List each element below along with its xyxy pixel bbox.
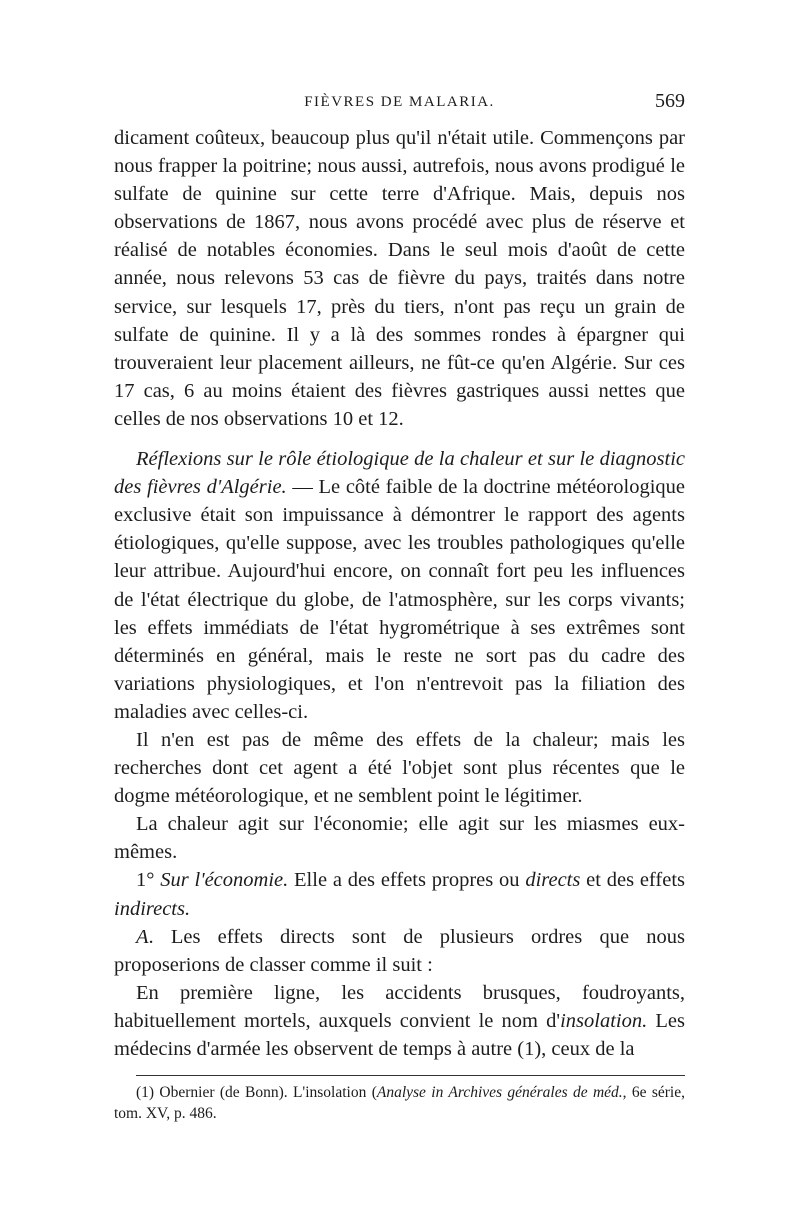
- paragraph-5-italic-3: indirects.: [114, 897, 191, 920]
- paragraph-1: [114, 124, 685, 433]
- footnote-divider: [136, 1075, 685, 1076]
- footnote-text-1: (1) Obernier (de Bonn). L'insolation (: [136, 1084, 377, 1102]
- section-heading: Réflexions sur le rôle étiologique de la chaleur et sur le diagnostic des fièvres d'Algérie.: [114, 448, 685, 499]
- body-text: [114, 124, 685, 1063]
- footnote-italic: Analyse in Archives générales de méd.: [376, 1084, 623, 1102]
- running-title: FIÈVRES DE MALARIA.: [304, 94, 495, 110]
- paragraph-6: [114, 923, 685, 979]
- paragraph-3-text: Il n'en est pas de même des effets de la chaleur; mais les recherches dont cet agent a été l'objet sont plus récentes que le dogme météorologique, et ne semblent point le légitimer.: [114, 728, 685, 808]
- paragraph-7-text-2: Les médecins d'armée les observent de temps à autre (1), ceux de la: [114, 1009, 686, 1060]
- paragraph-7: [114, 979, 685, 1063]
- paragraph-2: [114, 445, 685, 726]
- paragraph-7-italic: insolation.: [560, 1009, 648, 1032]
- paragraph-6-text: . Les effets directs sont de plusieurs ordres que nous proposerions de classer comme il suit :: [114, 925, 685, 976]
- footnote: [114, 1082, 685, 1124]
- paragraph-1-text: dicament coûteux, beaucoup plus qu'il n'était utile. Commençons par nous frapper la poitrine; nous aussi, autrefois, nous avons prodigué le sulfate de quinine sur cette terre d'Afrique. Mais, depuis nos observations de 1867, nous avons procédé avec plus de réserve et réalisé de notables économies. Dans le seul mois d'août de cette année, nous relevons 53 cas de fièvre du pays, traités dans notre service, sur lesquels 17, près du tiers, n'ont pas reçu un grain de sulfate de quinine. Il y a là des sommes rondes à épargner qui trouveraient leur placement ailleurs, ne fût-ce qu'en Algérie. Sur ces 17 cas, 6 au moins étaient des fièvres gastriques aussi nettes que celles de nos observations 10 et 12.: [114, 127, 685, 430]
- paragraph-4-text: La chaleur agit sur l'économie; elle agit sur les miasmes eux-mêmes.: [114, 813, 685, 864]
- paragraph-5-italic-2: directs: [525, 869, 581, 892]
- paragraph-7-text-1: En première ligne, les accidents brusques, foudroyants, habituellement mortels, auxquels convient le nom d': [114, 981, 685, 1032]
- paragraph-5-number: 1°: [136, 869, 161, 892]
- paragraph-5-text-2: et des effets: [580, 869, 685, 892]
- paragraph-4: [114, 810, 685, 866]
- running-header: [114, 90, 685, 124]
- paragraph-5: [114, 866, 685, 922]
- paragraph-2-text: — Le côté faible de la doctrine météorologique exclusive était son impuissance à démontrer le rapport des agents étiologiques, qu'elle suppose, avec les troubles pathologiques qu'elle leur attribue. Aujourd'hui encore, on connaît fort peu les influences de l'état électrique du globe, de l'atmosphère, sur les corps vivants; les effets immédiats de l'état hygrométrique à ses extrêmes sont déterminés en général, mais le reste ne sort pas du cadre des variations physiologiques, et l'on n'entrevoit pas la filiation des maladies avec celles-ci.: [114, 476, 685, 723]
- paragraph-5-italic-1: Sur l'économie.: [160, 869, 289, 892]
- paragraph-5-text-1: Elle a des effets propres ou: [288, 869, 526, 892]
- footnote-text-2: , 6e série, tom. XV, p. 486.: [114, 1084, 685, 1123]
- paragraph-6-letter: A: [136, 925, 149, 948]
- book-page: [114, 90, 685, 1140]
- page-number: 569: [655, 90, 685, 112]
- paragraph-3: [114, 726, 685, 810]
